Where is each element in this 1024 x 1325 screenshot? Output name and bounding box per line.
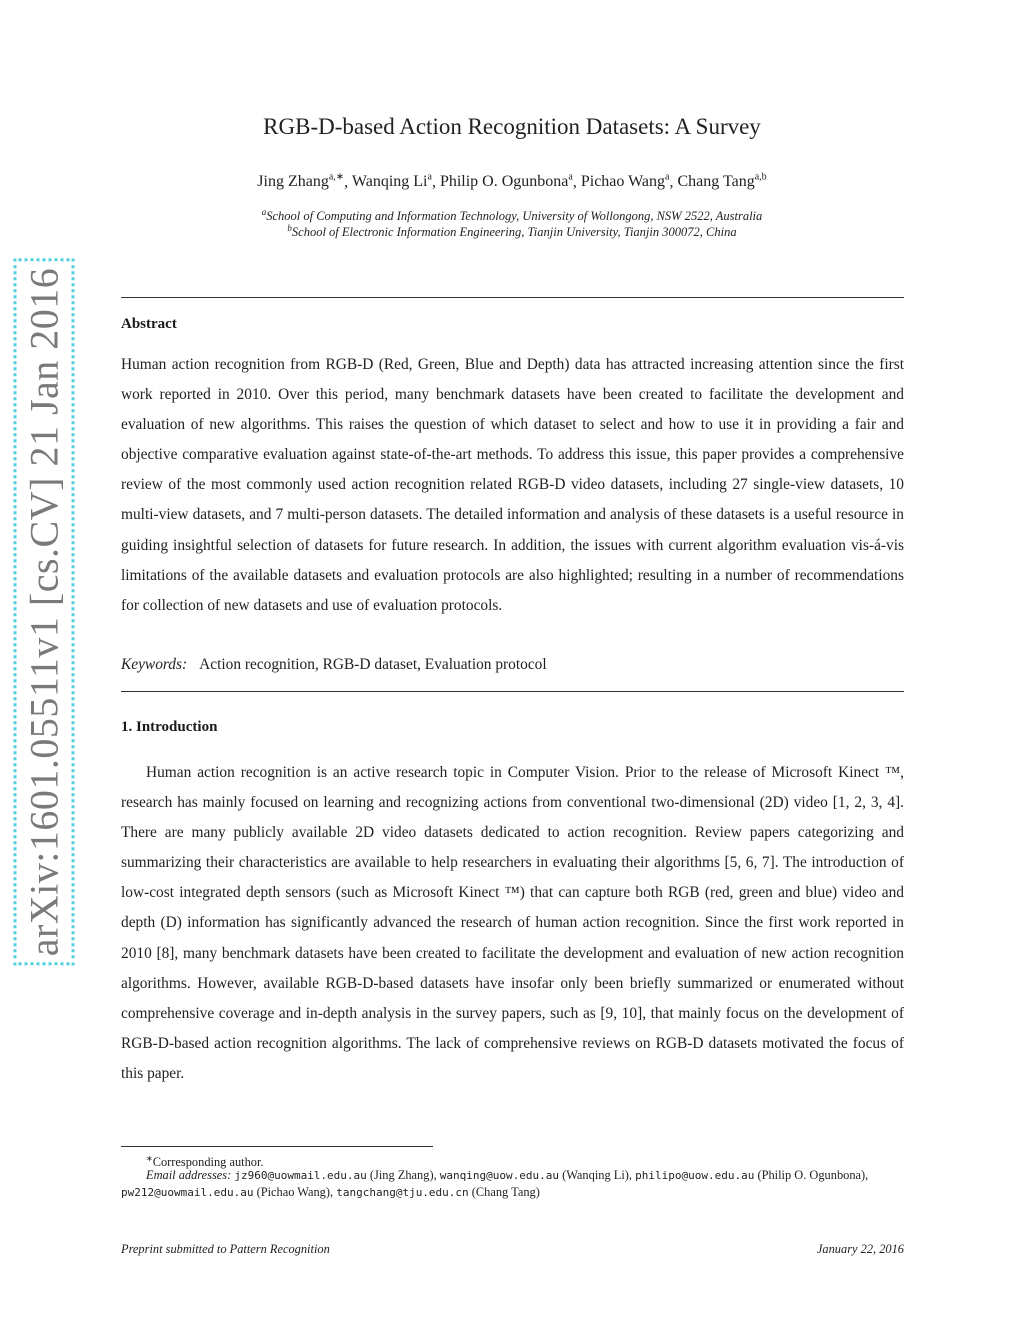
- keywords: [121, 656, 904, 674]
- footer-date: January 22, 2016: [816, 1242, 904, 1256]
- author: Chang Tang$^{a,b}$: [677, 172, 767, 191]
- author: Philip O. Ogunbona$^a$: [439, 172, 573, 191]
- email-link[interactable]: wanqing@uow.edu.au: [439, 1169, 559, 1182]
- email-link[interactable]: tangchang@tju.edu.cn: [336, 1186, 469, 1199]
- footnote-rule: [121, 1146, 433, 1147]
- keywords-label: Keywords:: [121, 656, 188, 673]
- affiliation-a: $^a$School of Computing and Information Technology, University of Wollongong, NSW 2522, Australia: [261, 207, 763, 224]
- paper-title: RGB-D-based Action Recognition Datasets: A Survey: [263, 114, 761, 139]
- email-link[interactable]: jz960@uowmail.edu.au: [234, 1169, 367, 1182]
- email-link[interactable]: pw212@uowmail.edu.au: [121, 1186, 254, 1199]
- divider-top: [121, 297, 904, 298]
- introduction-text: Human action recognition is an active research topic in Computer Vision. Prior to the release of Microsoft Kinect ™, research has mainly focused on learning and recognizing actions from conventional two-dimensional (2D) video [1, 2, 3, 4]. There are many publicly available 2D video datasets dedicated to action recognition. Review papers categorizing and summarizing their characteristics are available to help researchers in evaluating their algorithms [5, 6, 7]. The introduction of low-cost integrated depth sensors (such as Microsoft Kinect ™) that can capture both RGB (red, green and blue) video and depth (D) information has significantly advanced the research of human action recognition. Since the first work reported in 2010 [8], many benchmark datasets have been created to facilitate the development and evaluation of new action recognition algorithms. However, available RGB-D-based datasets have insofar only been briefly summarized or enumerated without comprehensive coverage and in-depth analysis in the survey papers, such as [9, 10], that mainly focus on the development of RGB-D-based action recognition algorithms. The lack of comprehensive reviews on RGB-D datasets motivated the focus of this paper.: [121, 764, 904, 1082]
- email-link[interactable]: philipo@uow.edu.au: [635, 1169, 755, 1182]
- keywords-text: Action recognition, RGB-D dataset, Evaluation protocol: [199, 656, 547, 673]
- abstract-heading: Abstract: [121, 316, 177, 332]
- section-heading-introduction: 1. Introduction: [121, 719, 218, 735]
- author: Jing Zhang$^{a,∗}$: [257, 172, 345, 191]
- affiliation-b: $^b$School of Electronic Information Engineering, Tianjin University, Tianjin 300072, China: [287, 223, 737, 240]
- footer-journal: Preprint submitted to Pattern Recognition: [121, 1242, 330, 1256]
- abstract-text: Human action recognition from RGB-D (Red, Green, Blue and Depth) data has attracted increasing attention since the first work reported in 2010. Over this period, many benchmark datasets have been created to facilitate the development and evaluation of new algorithms. This raises the question of which dataset to select and how to use it in providing a fair and objective comparative evaluation against state-of-the-art methods. To address this issue, this paper provides a comprehensive review of the most commonly used action recognition related RGB-D video datasets, including 27 single-view datasets, 10 multi-view datasets, and 7 multi-person datasets. The detailed information and analysis of these datasets is a useful resource in guiding insightful selection of datasets for future research. In addition, the issues with current algorithm evaluation vis-á-vis limitations of the available datasets and evaluation protocols are also highlighted; resulting in a number of recommendations for collection of new datasets and use of evaluation protocols.: [121, 356, 904, 614]
- footnote-corresponding: ∗Corresponding author.: [146, 1154, 264, 1170]
- author-list: Jing Zhang$^{a,∗}$, Wanqing Li$^a$, Philip O. Ogunbona$^a$, Pichao Wang$^a$, Chang Tang$^{a,b}$: [257, 172, 767, 191]
- author: Pichao Wang$^a$: [580, 172, 670, 191]
- author: Wanqing Li$^a$: [351, 172, 432, 191]
- footnote-emails: Email addresses: jz960@uowmail.edu.au (Jing Zhang), wanqing@uow.edu.au (Wanqing Li), philipo@uow.edu.au (Philip O. Ogunbona), pw212@uowmail.edu.au (Pichao Wang), tangchang@tju.edu.cn (Chang Tang): [121, 1168, 869, 1199]
- divider-bottom: [121, 691, 904, 692]
- arxiv-stamp: arXiv:1601.05511v1 [cs.CV] 21 Jan 2016: [14, 259, 75, 966]
- email-label: Email addresses:: [146, 1168, 232, 1182]
